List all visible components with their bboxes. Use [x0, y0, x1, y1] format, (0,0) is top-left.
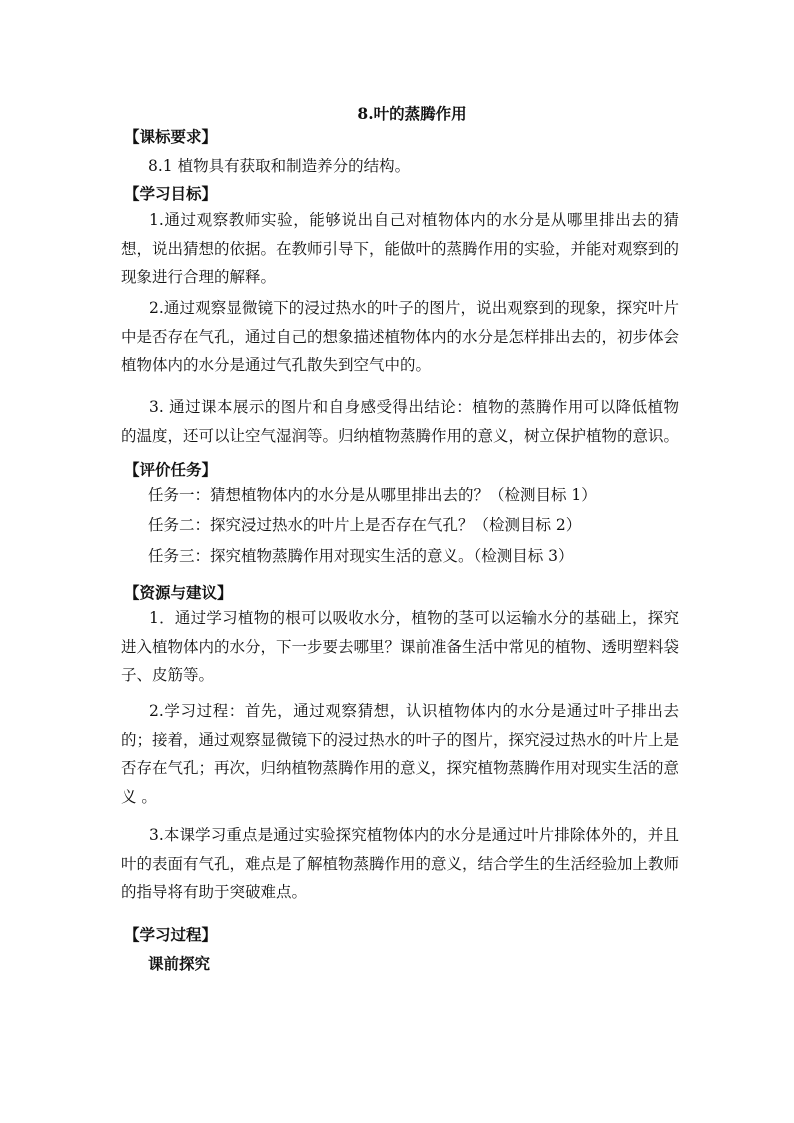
- objective-item: 1.通过观察教师实验，能够说出自己对植物体内的水分是从哪里排出去的猜想，说出猜想的依据。在教师引导下，能做叶的蒸腾作用的实验，并能对观察到的现象进行合理的解释。: [121, 211, 680, 286]
- resource-item: 1．通过学习植物的根可以吸收水分，植物的茎可以运输水分的基础上，探究进入植物体内的水分，下一步要去哪里？课前准备生活中常见的植物、透明塑料袋子、皮筋等。: [121, 609, 680, 684]
- document-title: 8.叶的蒸腾作用: [357, 104, 467, 123]
- resource-item: 3.本课学习重点是通过实验探究植物体内的水分是通过叶片排除体外的，并且叶的表面有气孔，难点是了解植物蒸腾作用的意义，结合学生的生活经验加上教师的指导将有助于突破难点。: [121, 826, 680, 901]
- evaluation-task: 任务一：猜想植物体内的水分是从哪里排出去的？（检测目标 1）: [148, 486, 597, 504]
- section-heading-standard: 【课标要求】: [124, 127, 218, 146]
- standard-text: 8.1 植物具有获取和制造养分的结构。: [148, 157, 411, 175]
- section-heading-resources: 【资源与建议】: [124, 583, 233, 602]
- section-heading-evaluation: 【评价任务】: [124, 460, 218, 479]
- evaluation-task: 任务二：探究浸过热水的叶片上是否存在气孔？（检测目标 2）: [148, 516, 582, 534]
- section-heading-process: 【学习过程】: [124, 925, 218, 944]
- section-heading-objectives: 【学习目标】: [124, 184, 218, 203]
- evaluation-task: 任务三：探究植物蒸腾作用对现实生活的意义。（检测目标 3）: [148, 547, 574, 565]
- process-subheading: 课前探究: [148, 954, 211, 973]
- objective-item: 2.通过观察显微镜下的浸过热水的叶子的图片，说出观察到的现象，探究叶片中是否存在气孔，通过自己的想象描述植物体内的水分是怎样排出去的，初步体会植物体内的水分是通过气孔散失到空气中的。: [121, 299, 680, 374]
- objective-item: 3. 通过课本展示的图片和自身感受得出结论：植物的蒸腾作用可以降低植物的温度，还可以让空气湿润等。归纳植物蒸腾作用的意义，树立保护植物的意识。: [121, 398, 680, 445]
- resource-item: 2.学习过程：首先，通过观察猜想，认识植物体内的水分是通过叶子排出去的；接着，通过观察显微镜下的浸过热水的叶子的图片，探究浸过热水的叶片上是否存在气孔；再次，归纳植物蒸腾作用的意义，探究植物蒸腾作用对现实生活的意义 。: [121, 702, 680, 806]
